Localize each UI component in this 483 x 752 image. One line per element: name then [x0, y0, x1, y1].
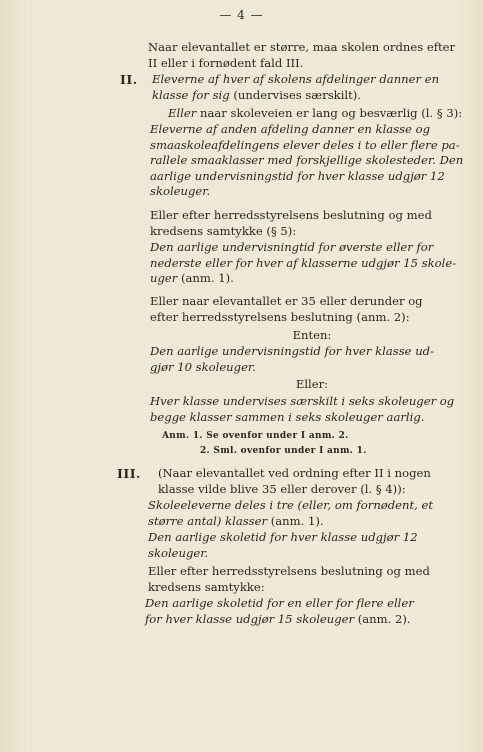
- section-ii-heading-text: Eleverne af hver af skolens afdelinger danner en klasse for sig: [152, 72, 440, 102]
- page-number: — 4 —: [219, 8, 264, 22]
- section-iii-p3-text: Den aarlige skoletid for hver klasse udgjør 12 skoleuger.: [148, 530, 418, 560]
- section-iii-p1: (Naar elevantallet ved ordning efter II i nogen klasse vilde blive 35 eller derover (l. § 4)):: [158, 466, 431, 496]
- section-iii-numeral: III.: [117, 466, 141, 481]
- eller-label: Eller:: [295, 377, 329, 391]
- annotation-2: 2. Sml. ovenfor under I anm. 1.: [200, 446, 367, 456]
- section-i-continuation: Naar elevantallet er større, maa skolen ordnes efter II eller i fornødent fald III.: [148, 40, 456, 70]
- section-iii-p4-intro: Eller efter herredsstyrelsens beslutning og med kredsens samtykke:: [148, 564, 430, 594]
- section-ii-p1-intro-text: naar skoleveien er lang og besværlig (l. § 3):: [196, 106, 463, 120]
- section-iii-p2-text: Skoleeleverne deles i tre (eller, om fornødent, et større antal) klasser: [148, 498, 434, 528]
- section-ii-heading-suffix: (undervises særskilt).: [229, 87, 361, 102]
- section-ii-heading: [152, 72, 474, 103]
- section-ii-p2: [150, 240, 474, 287]
- section-ii-p2-intro: Eller efter herredsstyrelsens beslutning og med kredsens samtykke (§ 5):: [150, 208, 432, 238]
- annotation-1: Anm. 1. Se ovenfor under I anm. 2.: [162, 431, 349, 441]
- section-ii-p1-text: Eleverne af anden afdeling danner en klasse og smaaskoleafdelingens elever deles i to eller flere pa- rallele smaaklasser med forskjellige skolesteder. Den aarlige undervisningstid for hver klasse udgjør 12 skoleuger.: [150, 122, 464, 199]
- section-ii-p3-text: Den aarlige undervisningstid for hver klasse ud- gjør 10 skoleuger.: [150, 344, 435, 374]
- section-iii-p2-suffix: (anm. 1).: [267, 513, 324, 528]
- section-ii-p1-intro: [168, 106, 473, 122]
- section-iii-p4: [145, 596, 474, 627]
- section-ii-p2-suffix: (anm. 1).: [177, 271, 234, 286]
- section-iii-p4-suffix: (anm. 2).: [354, 611, 411, 626]
- section-iii-p4-text: Den aarlige skoletid for en eller for flere eller for hver klasse udgjør 15 skoleuger: [145, 596, 414, 626]
- enten-label: Enten:: [292, 328, 332, 342]
- eller-word: Eller: [168, 106, 197, 120]
- section-iii-p2: [148, 498, 474, 529]
- section-ii-numeral: II.: [120, 72, 138, 87]
- section-ii-p3-intro: Eller naar elevantallet er 35 eller derunder og efter herredsstyrelsens beslutning (anm. 2):: [150, 294, 423, 324]
- section-ii-p2-text: Den aarlige undervisningtid for øverste eller for nederste eller for hver af klasserne udgjør 15 skole- uger: [150, 240, 457, 286]
- section-ii-p4-text: Hver klasse undervises særskilt i seks skoleuger og begge klasser sammen i seks skoleuger aarlig.: [150, 394, 455, 424]
